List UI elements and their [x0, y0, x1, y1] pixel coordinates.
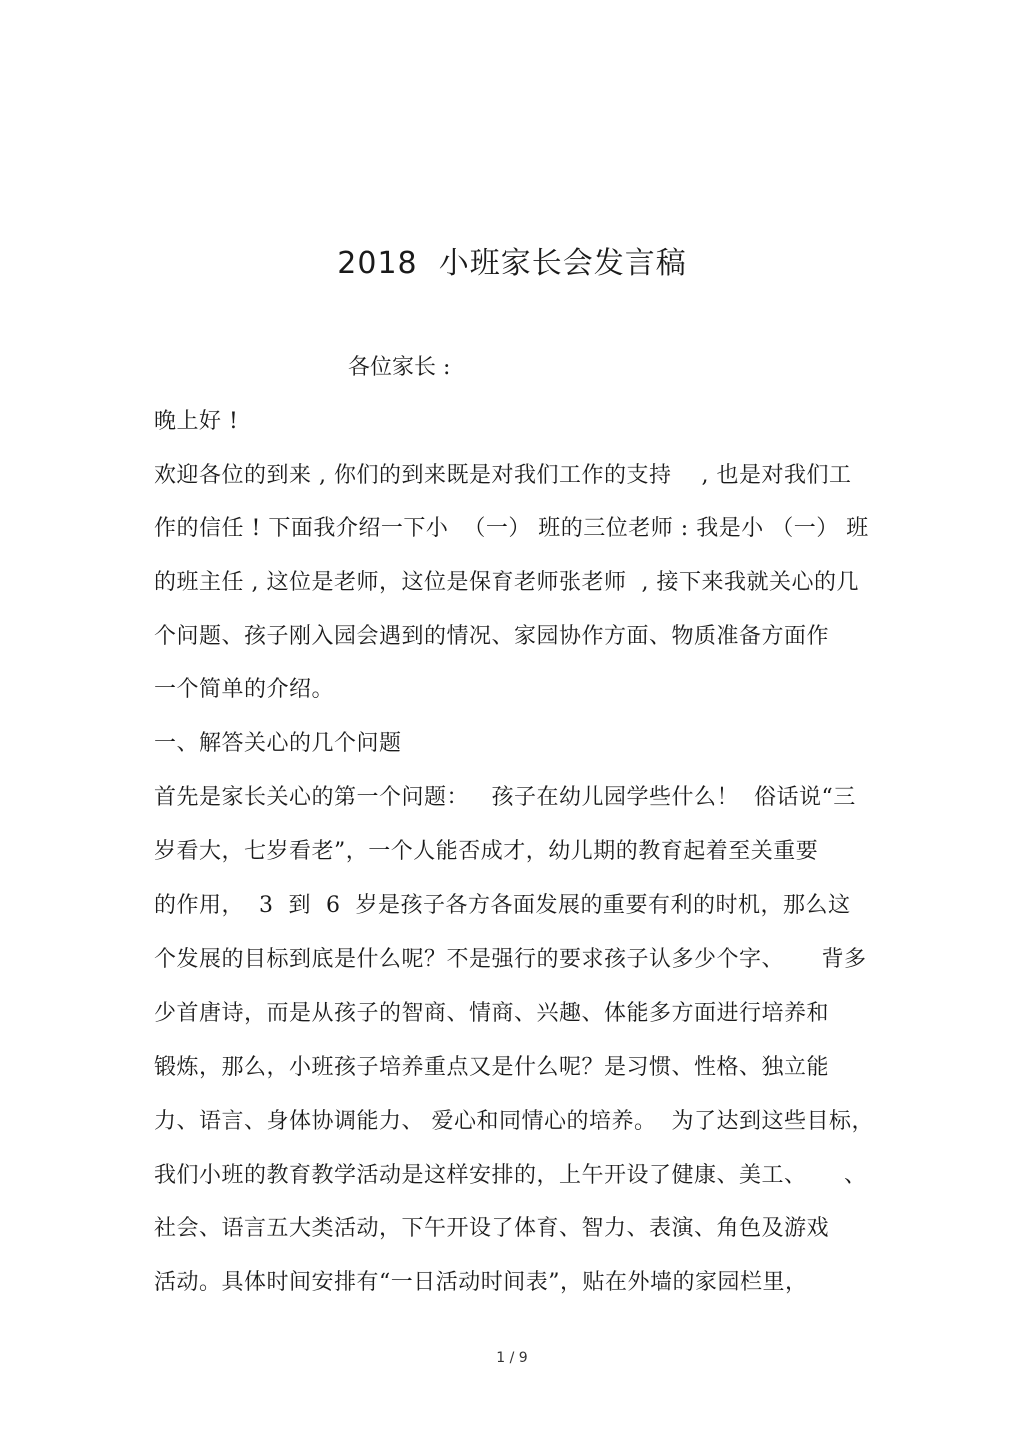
body-line: 力、语言、身体协调能力、 爱心和同情心的培养。 为了达到这些目标，: [154, 1109, 874, 1134]
body-line: 个问题、孩子刚入园会遇到的情况、家园协作方面、物质准备方面作: [154, 624, 830, 649]
body-line: 作的信任 ! 下面我介绍一下小 （一） 班的三位老师 : 我是小 （一） 班: [154, 516, 869, 541]
body-line: 少首唐诗，而是从孩子的智商、情商、兴趣、体能多方面进行培养和: [154, 1001, 830, 1026]
body-line: 社会、语言五大类活动，下午开设了体育、智力、表演、角色及游戏: [154, 1216, 830, 1241]
body-line: 首先是家长关心的第一个问题： 孩子在幼儿园学些什么！ 俗话说“三: [154, 785, 856, 810]
body-line: 我们小班的教育教学活动是这样安排的，上午开设了健康、美工、 、: [154, 1163, 867, 1188]
body-line: 的班主任 , 这位是老师，这位是保育老师张老师 , 接下来我就关心的几: [154, 570, 859, 595]
body-line: 一个简单的介绍。: [154, 677, 335, 702]
section-heading: 一、解答关心的几个问题: [154, 731, 402, 756]
body-line: 锻炼，那么，小班孩子培养重点又是什么呢？是习惯、性格、独立能: [154, 1055, 830, 1080]
body-line: 岁看大，七岁看老”，一个人能否成才，幼儿期的教育起着至关重要: [154, 839, 819, 864]
document-title: 2018 小班家长会发言稿: [337, 246, 687, 281]
body-line: 的作用， 3 到 6 岁是孩子各方各面发展的重要有利的时机，那么这: [154, 893, 851, 918]
body-line: 晚上好 !: [154, 409, 239, 434]
page-number: 1 / 9: [496, 1350, 528, 1366]
body-line: 欢迎各位的到来 , 你们的到来既是对我们工作的支持 , 也是对我们工: [154, 463, 852, 488]
body-line: 活动。具体时间安排有“一日活动时间表”，贴在外墙的家园栏里，: [154, 1270, 808, 1295]
salutation: 各位家长 :: [348, 355, 451, 380]
body-line: 个发展的目标到底是什么呢？不是强行的要求孩子认多少个字、 背多: [154, 947, 867, 972]
